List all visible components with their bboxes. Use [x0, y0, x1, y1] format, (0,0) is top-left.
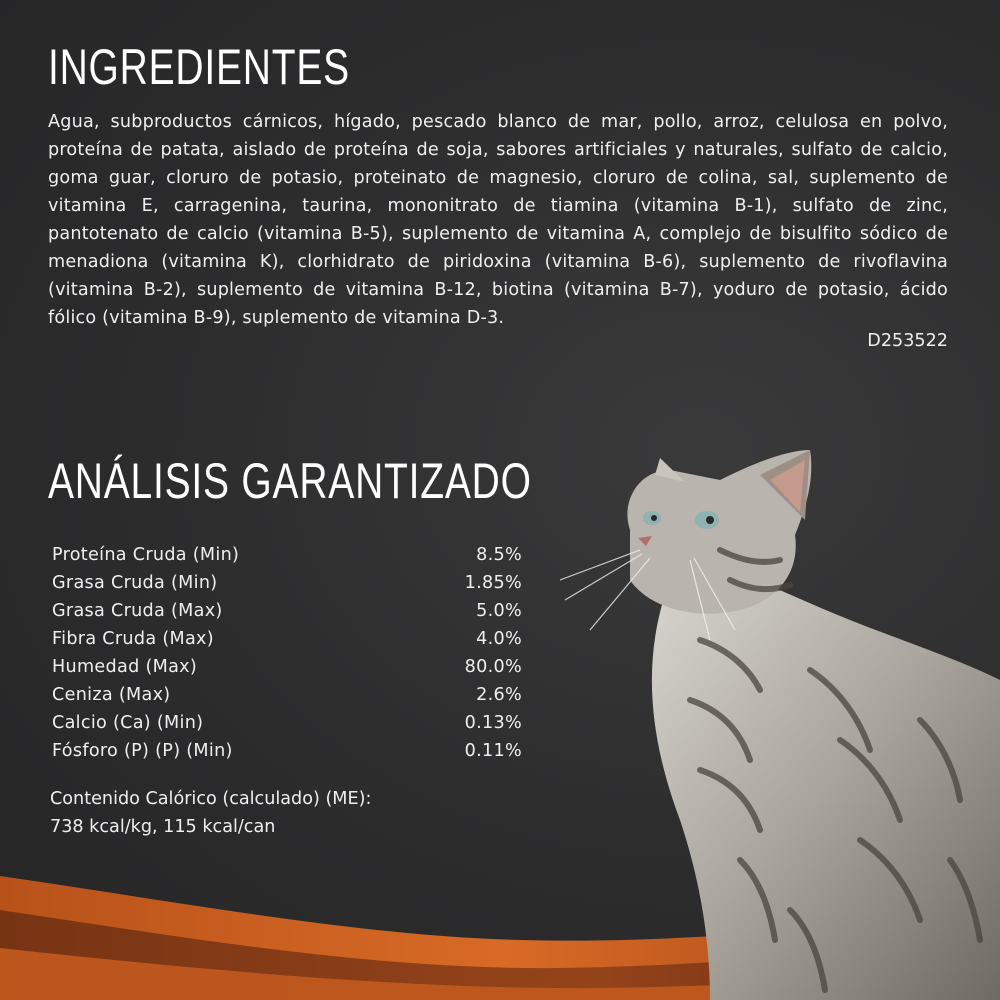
analysis-label: Calcio (Ca) (Min) — [52, 713, 204, 733]
analysis-value: 0.11% — [464, 741, 522, 761]
analysis-row — [52, 541, 522, 569]
product-code: D253522 — [867, 331, 948, 351]
analysis-row — [52, 569, 522, 597]
analysis-value: 8.5% — [476, 545, 522, 565]
analysis-label: Proteína Cruda (Min) — [52, 545, 240, 565]
ingredients-title: INGREDIENTES — [48, 39, 350, 95]
ingredients-text: Agua, subproductos cárnicos, hígado, pescado blanco de mar, pollo, arroz, celulosa en polvo, proteína de patata, aislado de proteína de soja, sabores artificiales y naturales, sulfato de calcio, goma guar, cloruro de potasio, proteinato de magnesio, cloruro de colina, sal, suplemento de vitamina E, carragenina, taurina, mononitrato de tiamina (vitamina B-1), sulfato de zinc, pantotenato de calcio (vitamina B-5), suplemento de vitamina A, complejo de bisulfito sódico de menadiona (vitamina K), clorhidrato de piridoxina (vitamina B-6), suplemento de rivoflavina (vitamina B-2), suplemento de vitamina B-12, biotina (vitamina B-7), yoduro de potasio, ácido fólico (vitamina B-9), suplemento de vitamina D-3. — [48, 112, 948, 328]
analysis-row — [52, 737, 522, 765]
analysis-row — [52, 653, 522, 681]
analysis-row — [52, 709, 522, 737]
calorie-value: 738 kcal/kg, 115 kcal/can — [50, 817, 276, 837]
analysis-value: 80.0% — [464, 657, 522, 677]
analysis-label: Fósforo (P) (P) (Min) — [52, 741, 233, 761]
calorie-content — [50, 785, 371, 841]
guaranteed-analysis-table — [52, 541, 522, 765]
analysis-label: Ceniza (Max) — [52, 685, 171, 705]
analysis-label: Grasa Cruda (Min) — [52, 573, 218, 593]
analysis-row — [52, 625, 522, 653]
analysis-value: 5.0% — [476, 601, 522, 621]
analysis-label: Fibra Cruda (Max) — [52, 629, 214, 649]
analysis-value: 4.0% — [476, 629, 522, 649]
analysis-label: Humedad (Max) — [52, 657, 198, 677]
analysis-value: 1.85% — [464, 573, 522, 593]
analysis-row — [52, 597, 522, 625]
analysis-row — [52, 681, 522, 709]
analysis-title: ANÁLISIS GARANTIZADO — [48, 453, 532, 509]
calorie-label: Contenido Calórico (calculado) (ME): — [50, 789, 372, 809]
analysis-value: 0.13% — [464, 713, 522, 733]
cat-photo — [560, 440, 1000, 1000]
analysis-label: Grasa Cruda (Max) — [52, 601, 223, 621]
analysis-value: 2.6% — [476, 685, 522, 705]
